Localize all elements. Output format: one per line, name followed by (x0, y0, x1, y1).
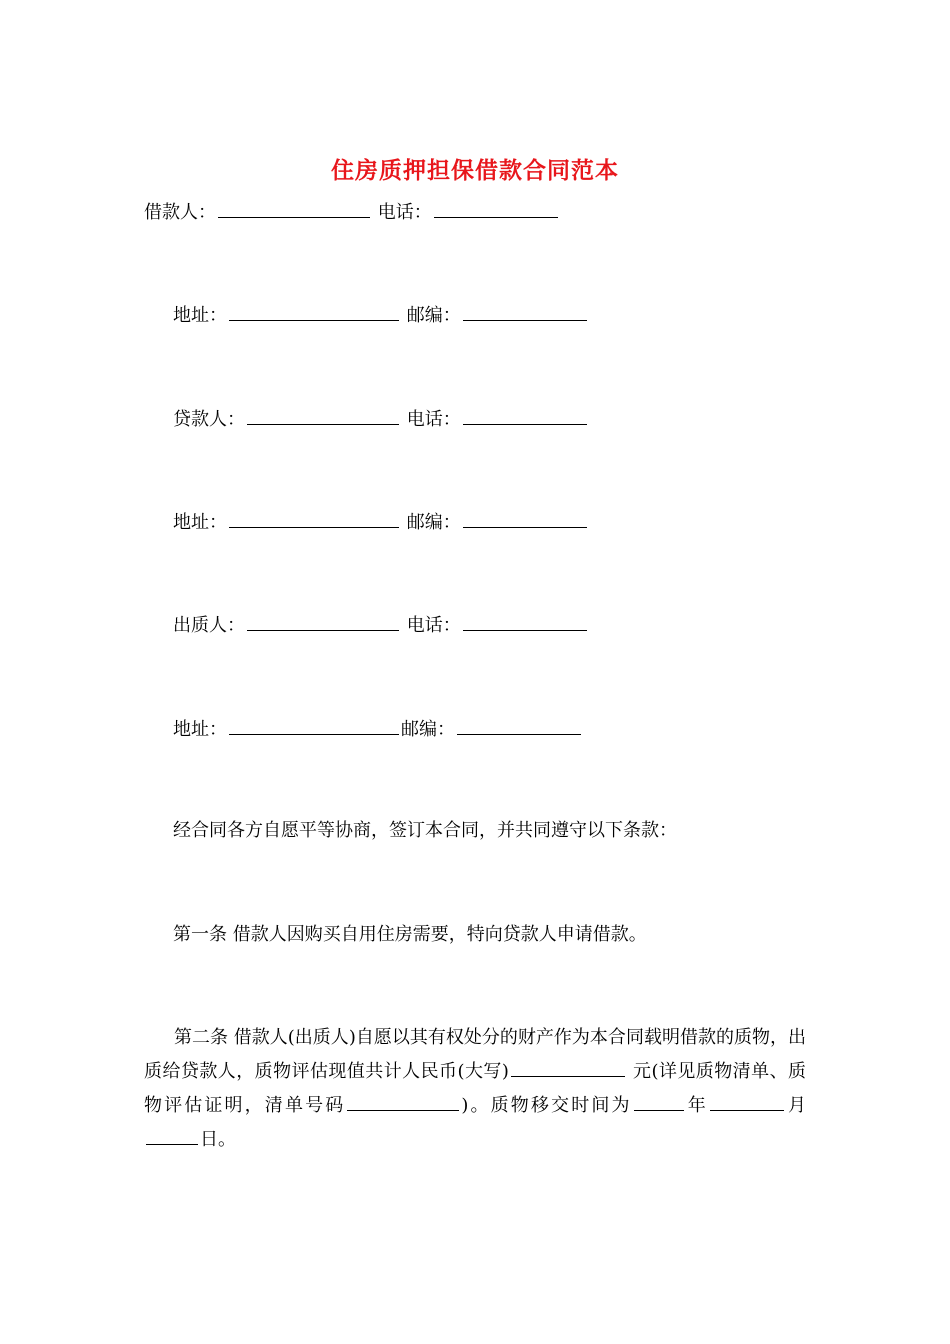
day-label: 日。 (200, 1129, 236, 1150)
pledgor-phone-label: 电话： (406, 615, 461, 636)
lender-address-blank[interactable] (229, 509, 399, 528)
month-label: 月 (785, 1095, 807, 1116)
article-2-text-3: )。质物移交时间为 (461, 1095, 632, 1116)
intro-paragraph: 经合同各方自愿平等协商，签订本合同，并共同遵守以下条款： (173, 820, 677, 841)
pledgor-address-label: 地址： (173, 719, 227, 740)
pledge-value-blank[interactable] (511, 1056, 625, 1077)
lender-line (173, 406, 589, 432)
day-blank[interactable] (146, 1124, 198, 1145)
article-2-text-1: 第二条 借款人(出质人)自愿以其有权处分的财产作为本合同载明借款的质物，出质给贷款人，质物评估现值共计人民币(大写) (144, 1027, 806, 1082)
document-title: 住房质押担保借款合同范本 (331, 157, 619, 184)
borrower-zip-blank[interactable] (463, 302, 587, 321)
pledgor-zip-label: 邮编： (401, 719, 455, 740)
pledgor-name-blank[interactable] (247, 612, 399, 631)
borrower-phone-label: 电话： (377, 202, 432, 223)
borrower-zip-label: 邮编： (406, 305, 461, 326)
borrower-phone-blank[interactable] (434, 199, 558, 218)
borrower-name-blank[interactable] (218, 199, 370, 218)
lender-name-blank[interactable] (247, 406, 399, 425)
article-2 (144, 1021, 806, 1157)
borrower-line (144, 199, 560, 225)
year-blank[interactable] (634, 1090, 684, 1111)
lender-label: 贷款人： (173, 409, 245, 430)
borrower-label: 借款人： (144, 202, 216, 223)
lender-zip-label: 邮编： (406, 512, 461, 533)
lender-phone-blank[interactable] (463, 406, 587, 425)
month-blank[interactable] (710, 1090, 784, 1111)
pledgor-label: 出质人： (173, 615, 245, 636)
borrower-address-line (173, 302, 589, 328)
list-number-blank[interactable] (347, 1090, 459, 1111)
borrower-address-blank[interactable] (229, 302, 399, 321)
article-1: 第一条 借款人因购买自用住房需要，特向贷款人申请借款。 (173, 924, 647, 945)
lender-phone-label: 电话： (406, 409, 461, 430)
borrower-address-label: 地址： (173, 305, 227, 326)
pledgor-address-line (173, 716, 583, 742)
pledgor-zip-blank[interactable] (457, 716, 581, 735)
lender-address-label: 地址： (173, 512, 227, 533)
article-2-text-2: 元(详见质物清单、质物评估证明，清单号码 (144, 1061, 807, 1116)
pledgor-line (173, 612, 589, 638)
pledgor-phone-blank[interactable] (463, 612, 587, 631)
year-label: 年 (685, 1095, 708, 1116)
lender-address-line (173, 509, 589, 535)
pledgor-address-blank[interactable] (229, 716, 399, 735)
lender-zip-blank[interactable] (463, 509, 587, 528)
